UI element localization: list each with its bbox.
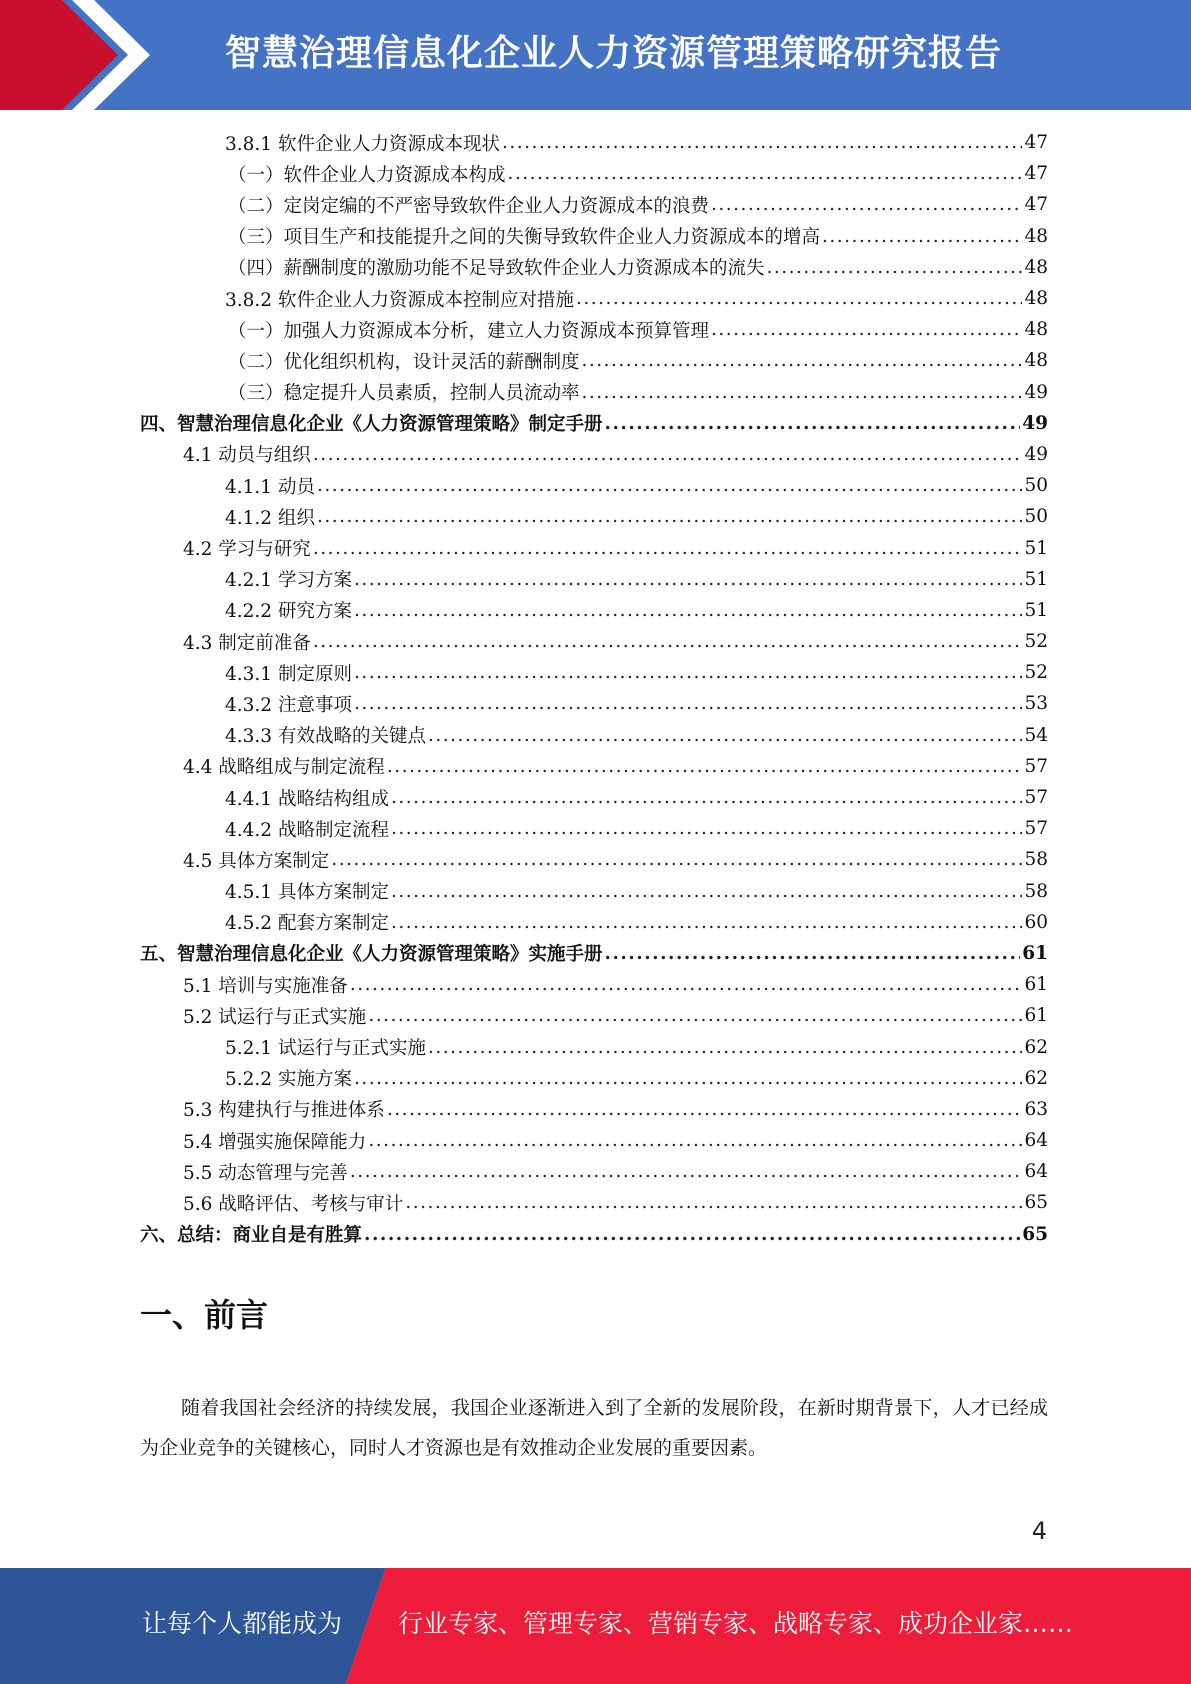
toc-entry-title: 5.2.2 实施方案	[225, 1069, 352, 1091]
toc-dot-leader	[387, 756, 1023, 777]
toc-dot-leader	[368, 1005, 1022, 1026]
toc-entry-page: 48	[1024, 288, 1048, 310]
toc-entry-title: 5.6 战略评估、考核与审计	[183, 1193, 404, 1215]
toc-dot-leader	[391, 912, 1022, 933]
toc-entry-page: 61	[1024, 1005, 1048, 1027]
toc-entry-page: 52	[1024, 631, 1048, 653]
toc-entry-title: 4.3.2 注意事项	[225, 694, 352, 716]
toc-entry[interactable]	[140, 283, 1048, 314]
toc-entry[interactable]	[140, 252, 1048, 283]
report-title: 智慧治理信息化企业人力资源管理策略研究报告	[225, 33, 1003, 74]
toc-entry-title: 五、智慧治理信息化企业《人力资源管理策略》实施手册	[140, 944, 603, 966]
toc-entry-page: 64	[1024, 1161, 1048, 1183]
toc-entry-page: 51	[1024, 568, 1048, 590]
toc-entry-title: 4.5.1 具体方案制定	[225, 882, 389, 904]
toc-dot-leader	[354, 600, 1023, 621]
toc-entry-title: 5.1 培训与实施准备	[183, 975, 348, 997]
toc-entry-page: 58	[1024, 849, 1048, 871]
toc-dot-leader	[391, 787, 1022, 808]
toc-entry-page: 47	[1024, 163, 1048, 185]
toc-entry-page: 60	[1024, 911, 1048, 933]
toc-dot-leader	[405, 1192, 1022, 1213]
table-of-contents	[140, 127, 1048, 1250]
toc-entry-title: 5.4 增强实施保障能力	[183, 1131, 367, 1153]
toc-entry[interactable]	[140, 751, 1048, 782]
toc-entry-page: 53	[1024, 693, 1048, 715]
toc-entry-page: 65	[1024, 1192, 1048, 1214]
toc-entry-page: 51	[1024, 537, 1048, 559]
toc-entry-page: 47	[1024, 132, 1048, 154]
toc-dot-leader	[350, 974, 1023, 995]
toc-entry-page: 49	[1024, 381, 1048, 403]
toc-entry[interactable]	[140, 1187, 1048, 1218]
footer-slogan-left: 让每个人都能成为	[142, 1609, 343, 1638]
toc-dot-leader	[582, 382, 1023, 403]
toc-entry-page: 64	[1024, 1130, 1048, 1152]
toc-entry[interactable]	[140, 969, 1048, 1000]
toc-dot-leader	[317, 475, 1023, 496]
toc-dot-leader	[767, 257, 1023, 278]
toc-entry-page: 61	[1024, 974, 1048, 996]
toc-entry[interactable]	[140, 813, 1048, 844]
toc-entry-page: 50	[1024, 506, 1048, 528]
toc-dot-leader	[428, 1037, 1022, 1058]
footer-banner	[0, 1568, 1191, 1684]
toc-entry-title: 4.4.1 战略结构组成	[225, 788, 389, 810]
toc-dot-leader	[354, 693, 1023, 714]
toc-entry[interactable]	[140, 782, 1048, 813]
toc-entry[interactable]	[140, 377, 1048, 408]
toc-entry[interactable]	[140, 158, 1048, 189]
toc-entry-page: 52	[1024, 662, 1048, 684]
toc-dot-leader	[387, 1099, 1023, 1120]
toc-dot-leader	[354, 1068, 1023, 1089]
toc-entry[interactable]	[140, 221, 1048, 252]
toc-entry-title: （一）加强人力资源成本分析，建立人力资源成本预算管理	[228, 320, 710, 342]
toc-entry[interactable]	[140, 501, 1048, 532]
toc-dot-leader	[711, 319, 1022, 340]
toc-entry[interactable]	[140, 876, 1048, 907]
header-banner	[0, 0, 1191, 110]
toc-dot-leader	[605, 943, 1021, 964]
toc-entry[interactable]	[140, 1219, 1048, 1250]
toc-dot-leader	[391, 881, 1022, 902]
toc-entry-title: 5.3 构建执行与推进体系	[183, 1100, 385, 1122]
toc-entry[interactable]	[140, 1094, 1048, 1125]
toc-entry[interactable]	[140, 1031, 1048, 1062]
toc-entry-page: 57	[1024, 818, 1048, 840]
toc-dot-leader	[502, 132, 1022, 153]
section-heading: 一、前言	[140, 1296, 269, 1334]
toc-entry[interactable]	[140, 532, 1048, 563]
toc-dot-leader	[364, 1224, 1020, 1245]
toc-entry-title: （三）项目生产和技能提升之间的失衡导致软件企业人力资源成本的增高	[228, 227, 821, 249]
toc-entry-page: 51	[1024, 599, 1048, 621]
toc-entry-title: （三）稳定提升人员素质，控制人员流动率	[228, 383, 580, 405]
toc-dot-leader	[582, 350, 1023, 371]
toc-entry-title: 4.5 具体方案制定	[183, 850, 330, 872]
toc-dot-leader	[354, 569, 1023, 590]
toc-entry[interactable]	[140, 408, 1048, 439]
toc-entry-page: 54	[1024, 724, 1048, 746]
toc-entry-page: 48	[1024, 225, 1048, 247]
toc-entry-title: （二）定岗定编的不严密导致软件企业人力资源成本的浪费	[228, 195, 710, 217]
toc-entry-title: 4.3.3 有效战略的关键点	[225, 726, 426, 748]
toc-dot-leader	[313, 538, 1023, 559]
toc-dot-leader	[428, 725, 1022, 746]
toc-dot-leader	[368, 1130, 1022, 1151]
toc-entry-page: 65	[1022, 1223, 1048, 1245]
toc-entry-page: 58	[1024, 880, 1048, 902]
toc-entry[interactable]	[140, 907, 1048, 938]
toc-entry[interactable]	[140, 470, 1048, 501]
toc-dot-leader	[576, 288, 1022, 309]
toc-dot-leader	[313, 631, 1023, 652]
toc-entry-page: 48	[1024, 256, 1048, 278]
toc-entry-title: 5.2.1 试运行与正式实施	[225, 1038, 426, 1060]
toc-entry-title: 六、总结：商业自是有胜算	[140, 1225, 363, 1247]
toc-dot-leader	[350, 1161, 1023, 1182]
toc-entry-title: （二）优化组织机构，设计灵活的薪酬制度	[228, 351, 580, 373]
toc-entry-title: 四、智慧治理信息化企业《人力资源管理策略》制定手册	[140, 414, 603, 436]
toc-entry-title: 4.1.2 组织	[225, 507, 315, 529]
toc-dot-leader	[711, 194, 1022, 215]
toc-entry[interactable]	[140, 626, 1048, 657]
toc-entry[interactable]	[140, 1063, 1048, 1094]
toc-entry[interactable]	[140, 844, 1048, 875]
toc-dot-leader	[822, 226, 1022, 247]
page-number: 4	[1031, 1517, 1047, 1545]
toc-entry[interactable]	[140, 345, 1048, 376]
toc-entry-page: 57	[1024, 787, 1048, 809]
toc-dot-leader	[331, 849, 1022, 870]
toc-dot-leader	[354, 662, 1023, 683]
toc-entry-page: 49	[1024, 443, 1048, 465]
toc-entry-title: 4.2.1 学习方案	[225, 570, 352, 592]
toc-entry[interactable]	[140, 1156, 1048, 1187]
toc-entry[interactable]	[140, 657, 1048, 688]
toc-entry-title: 4.5.2 配套方案制定	[225, 913, 389, 935]
toc-entry-title: 4.3.1 制定原则	[225, 663, 352, 685]
toc-entry[interactable]	[140, 189, 1048, 220]
toc-entry[interactable]	[140, 127, 1048, 158]
toc-entry-title: 3.8.2 软件企业人力资源成本控制应对措施	[225, 289, 574, 311]
footer-slogan-right: 行业专家、管理专家、营销专家、战略专家、成功企业家……	[398, 1609, 1074, 1638]
toc-entry-title: 4.3 制定前准备	[183, 632, 311, 654]
toc-entry-title: 5.2 试运行与正式实施	[183, 1006, 367, 1028]
toc-entry-page: 62	[1024, 1067, 1048, 1089]
toc-dot-leader	[317, 506, 1023, 527]
toc-entry-title: 4.4 战略组成与制定流程	[183, 757, 385, 779]
toc-entry-page: 50	[1024, 475, 1048, 497]
body-paragraph: 随着我国社会经济的持续发展，我国企业逐渐进入到了全新的发展阶段，在新时期背景下，人才已经成为企业竞争的关键核心，同时人才资源也是有效推动企业发展的重要因素。	[140, 1397, 1048, 1459]
toc-entry-title: （一）软件企业人力资源成本构成	[228, 164, 506, 186]
toc-dot-leader	[605, 413, 1021, 434]
toc-entry[interactable]	[140, 688, 1048, 719]
toc-dot-leader	[508, 163, 1023, 184]
toc-entry-title: 4.1.1 动员	[225, 476, 315, 498]
toc-entry-page: 48	[1024, 350, 1048, 372]
toc-entry-page: 61	[1022, 942, 1048, 964]
toc-entry-page: 57	[1024, 755, 1048, 777]
toc-entry-page: 47	[1024, 194, 1048, 216]
toc-entry-title: （四）薪酬制度的激励功能不足导致软件企业人力资源成本的流失	[228, 258, 765, 280]
toc-entry[interactable]	[140, 439, 1048, 470]
toc-entry-page: 62	[1024, 1036, 1048, 1058]
toc-entry-page: 49	[1022, 412, 1048, 434]
toc-entry-title: 4.1 动员与组织	[183, 445, 311, 467]
toc-entry[interactable]	[140, 564, 1048, 595]
toc-entry-page: 48	[1024, 319, 1048, 341]
toc-entry-page: 63	[1024, 1098, 1048, 1120]
toc-dot-leader	[391, 818, 1022, 839]
toc-entry-title: 5.5 动态管理与完善	[183, 1162, 348, 1184]
toc-entry[interactable]	[140, 938, 1048, 969]
toc-entry[interactable]	[140, 1125, 1048, 1156]
toc-entry-title: 4.2.2 研究方案	[225, 601, 352, 623]
toc-entry[interactable]	[140, 720, 1048, 751]
toc-entry[interactable]	[140, 314, 1048, 345]
toc-entry-title: 4.2 学习与研究	[183, 539, 311, 561]
toc-entry[interactable]	[140, 1000, 1048, 1031]
toc-entry-title: 4.4.2 战略制定流程	[225, 819, 389, 841]
toc-dot-leader	[313, 444, 1023, 465]
toc-entry-title: 3.8.1 软件企业人力资源成本现状	[225, 133, 500, 155]
toc-entry[interactable]	[140, 595, 1048, 626]
